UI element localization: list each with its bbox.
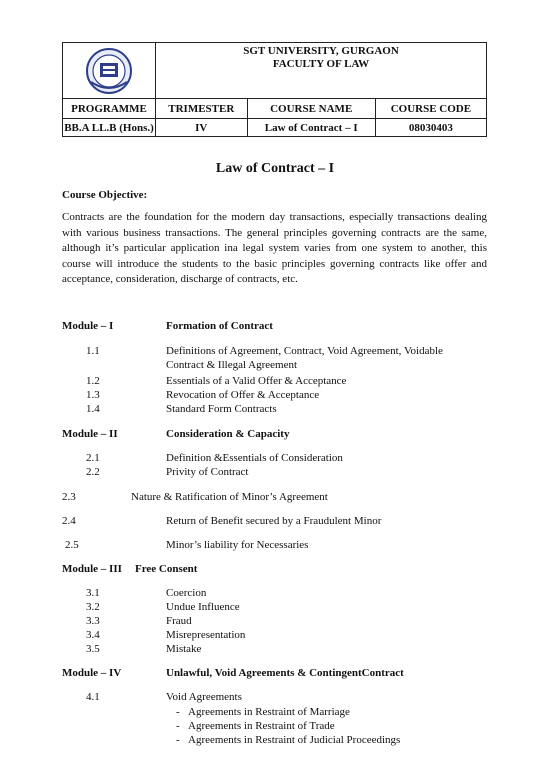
course-name-value: Law of Contract – I xyxy=(247,119,375,137)
university-title-cell xyxy=(156,43,487,99)
module-2-number: Module – II xyxy=(62,428,118,440)
logo-cell xyxy=(63,43,156,99)
module-4-title: Unlawful, Void Agreements & ContingentContract xyxy=(166,667,404,679)
item-number: 3.2 xyxy=(86,601,100,613)
item-number: 2.2 xyxy=(86,466,100,478)
column-header-course-name: COURSE NAME xyxy=(247,99,375,119)
module-3-title: Free Consent xyxy=(135,563,198,575)
item-text: Standard Form Contracts xyxy=(166,403,277,415)
item-text: Definitions of Agreement, Contract, Void Agreement, Voidable Contract & Illegal Agreement xyxy=(166,345,443,371)
sub-item: - Agreements in Restraint of Trade xyxy=(188,720,335,732)
item-number: 3.1 xyxy=(86,587,100,599)
item-text: Essentials of a Valid Offer & Acceptance xyxy=(166,375,347,387)
item-number: 1.1 xyxy=(86,345,100,357)
item-number: 1.4 xyxy=(86,403,100,415)
item-number: 2.1 xyxy=(86,452,100,464)
item-text: Undue Influence xyxy=(166,601,240,613)
module-2-title: Consideration & Capacity xyxy=(166,428,290,440)
item-text: Return of Benefit secured by a Fraudulent Minor xyxy=(166,515,382,527)
trimester-value: IV xyxy=(156,119,248,137)
item-text: Privity of Contract xyxy=(166,466,249,478)
module-1-title: Formation of Contract xyxy=(166,320,273,332)
objective-paragraph: Contracts are the foundation for the modern day transactions, especially transactions dealing with various business transactions. The general principles governing contracts are the same, although it’s particular application ina legal system varies from one system to another, this course will introduce the students to the basic principles governing contracts like offer and acceptance, consideration, discharge of contracts, etc. xyxy=(62,211,487,285)
module-1-number: Module – I xyxy=(62,320,114,332)
faculty-name: FACULTY OF LAW xyxy=(272,58,370,70)
item-number: 3.5 xyxy=(86,643,100,655)
course-header-table xyxy=(62,42,487,137)
item-text: Definition &Essentials of Consideration xyxy=(166,452,343,464)
university-name: SGT UNIVERSITY, GURGAON xyxy=(243,45,399,57)
item-number: 1.3 xyxy=(86,389,100,401)
item-text: Mistake xyxy=(166,643,202,655)
item-text: Fraud xyxy=(166,615,192,627)
item-number: 2.5 xyxy=(65,539,79,551)
item-text: Revocation of Offer & Acceptance xyxy=(166,389,320,401)
objective-label: Course Objective: xyxy=(62,189,148,201)
column-header-trimester: TRIMESTER xyxy=(156,99,248,119)
item-text: Misrepresentation xyxy=(166,629,246,641)
column-header-course-code: COURSE CODE xyxy=(375,99,486,119)
module-3-number: Module – III xyxy=(62,563,122,575)
course-code-value: 08030403 xyxy=(375,119,486,137)
item-number: 2.3 xyxy=(62,491,76,503)
item-number: 3.4 xyxy=(86,629,100,641)
item-text: Nature & Ratification of Minor’s Agreement xyxy=(131,491,328,503)
programme-value: BB.A LL.B (Hons.) xyxy=(63,119,156,137)
sub-item: - Agreements in Restraint of Judicial Proceedings xyxy=(188,734,400,746)
item-number: 1.2 xyxy=(86,375,100,387)
column-header-programme: PROGRAMME xyxy=(63,99,156,119)
item-number: 3.3 xyxy=(86,615,100,627)
item-text: Coercion xyxy=(166,587,207,599)
document-title: Law of Contract – I xyxy=(215,161,335,176)
sub-item: - Agreements in Restraint of Marriage xyxy=(188,706,350,718)
university-seal-logo xyxy=(79,46,139,96)
item-number: 4.1 xyxy=(86,691,100,703)
item-text: Minor’s liability for Necessaries xyxy=(166,539,309,551)
item-text: Void Agreements xyxy=(166,691,242,703)
item-number: 2.4 xyxy=(62,515,76,527)
module-4-number: Module – IV xyxy=(62,667,122,679)
